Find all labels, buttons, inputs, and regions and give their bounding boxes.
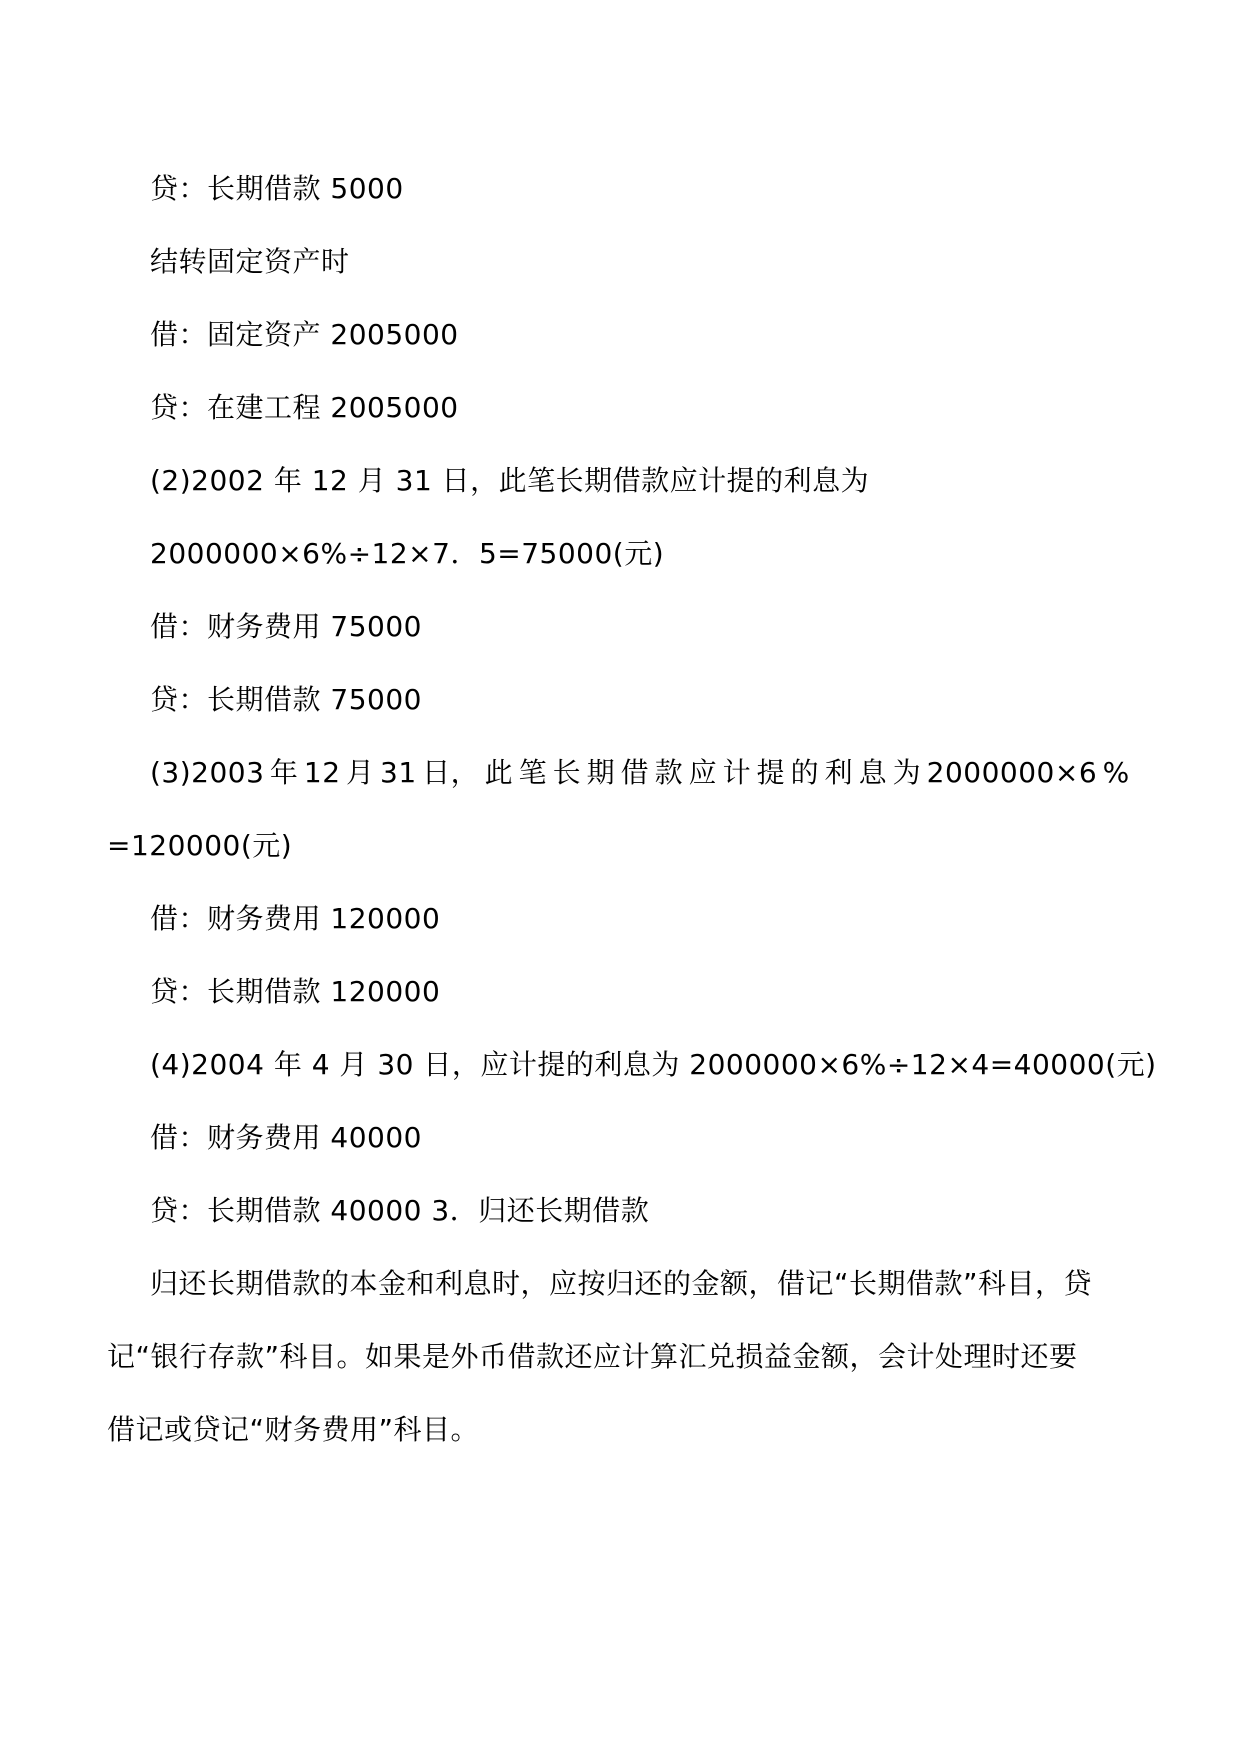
item-3-part: 31 <box>380 756 417 789</box>
item-3-part: 计 <box>722 756 752 789</box>
item-3-part: 息 <box>858 756 888 789</box>
item-3-part: 应 <box>688 756 718 789</box>
item-3-part: 年 <box>269 756 299 789</box>
entry-debit-finance-expense-120000: 借：财务费用 120000 <box>150 902 441 935</box>
entry-debit-fixed-assets: 借：固定资产 2005000 <box>150 318 459 351</box>
formula-interest-2002: 2000000×6%÷12×7．5=75000(元) <box>150 537 665 570</box>
item-3-part: 款 <box>654 756 684 789</box>
entry-credit-long-term-loan-75000: 贷：长期借款 75000 <box>150 683 422 716</box>
item-3-part: 提 <box>756 756 786 789</box>
item-3-part: 的 <box>790 756 820 789</box>
item-3-part: 期 <box>586 756 616 789</box>
entry-credit-construction-in-progress: 贷：在建工程 2005000 <box>150 391 459 424</box>
item-3-part: 12 <box>303 756 341 789</box>
paragraph-line-1: 归还长期借款的本金和利息时，应按归还的金额，借记“长期借款”科目，贷 <box>150 1267 1093 1300</box>
entry-debit-finance-expense-75000: 借：财务费用 75000 <box>150 610 422 643</box>
entry-credit-long-term-loan-120000: 贷：长期借款 120000 <box>150 975 441 1008</box>
item-3-part: 日， <box>422 756 480 789</box>
heading-transfer-fixed-assets: 结转固定资产时 <box>150 245 350 278</box>
item-3-part: % <box>1102 756 1130 789</box>
item-3-interest-2003 <box>150 753 1130 793</box>
entry-debit-finance-expense-40000: 借：财务费用 40000 <box>150 1121 422 1154</box>
item-3-part: 2000000×6 <box>926 756 1098 789</box>
item-3-part: 笔 <box>518 756 548 789</box>
item-2-interest-2002: (2)2002 年 12 月 31 日，此笔长期借款应计提的利息为 <box>150 464 870 497</box>
item-3-part: 月 <box>346 756 375 789</box>
entry-credit-long-term-loan-5000: 贷：长期借款 5000 <box>150 172 404 205</box>
item-3-part: (3)2003 <box>150 756 265 789</box>
item-3-part: 此 <box>484 756 514 789</box>
item-4-interest-2004: (4)2004 年 4 月 30 日，应计提的利息为 2000000×6%÷12×4=40000(元) <box>150 1048 1157 1081</box>
entry-credit-and-section-heading: 贷：长期借款 40000 3．归还长期借款 <box>150 1194 650 1227</box>
formula-result-2003: =120000(元) <box>107 829 293 862</box>
item-3-part: 长 <box>552 756 582 789</box>
item-3-part: 借 <box>620 756 650 789</box>
item-3-part: 为 <box>892 756 922 789</box>
paragraph-line-2: 记“银行存款”科目。如果是外币借款还应计算汇兑损益金额，会计处理时还要 <box>107 1340 1078 1373</box>
paragraph-line-3: 借记或贷记“财务费用”科目。 <box>107 1413 480 1446</box>
item-3-part: 利 <box>824 756 854 789</box>
